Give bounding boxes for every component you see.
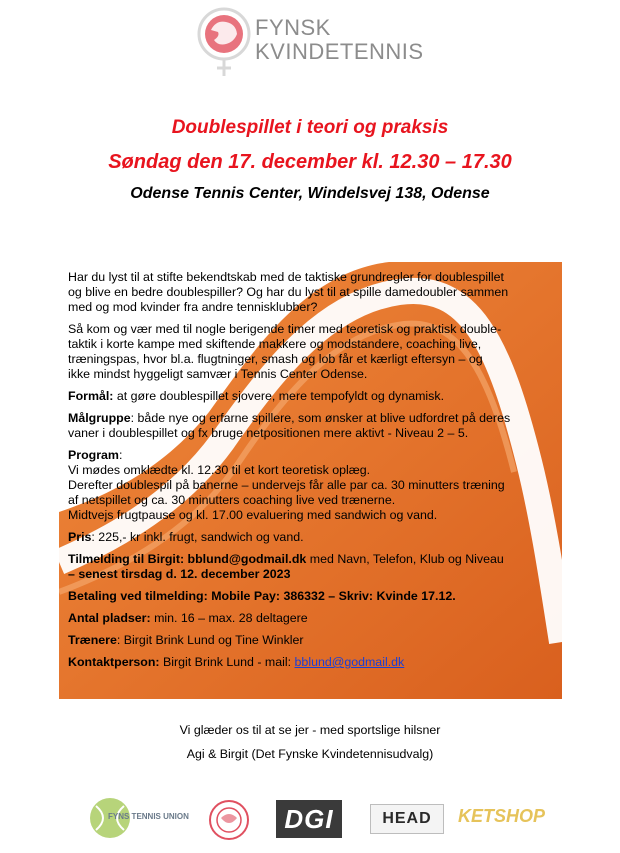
event-description bbox=[68, 270, 556, 677]
pris-label: Pris bbox=[68, 530, 92, 544]
formaal-label: Formål: bbox=[68, 389, 114, 403]
greeting-text: Vi glæder os til at se jer - med sportslige hilsner bbox=[179, 723, 441, 737]
pladser-section bbox=[68, 611, 556, 626]
program-line: Derefter doublespil på banerne – undervejs får alle par ca. 30 minutters træning bbox=[68, 478, 505, 492]
female-tennis-ball-icon bbox=[196, 6, 256, 78]
traenere-text: : Birgit Brink Lund og Tine Winkler bbox=[116, 633, 304, 647]
ketshop-logo bbox=[458, 806, 550, 836]
betaling-section bbox=[68, 589, 556, 604]
intro1-line: med og mod kvinder fra andre tennisklubber? bbox=[68, 300, 318, 314]
program-label: Program bbox=[68, 448, 119, 462]
dgi-logo bbox=[276, 800, 342, 838]
fyns-tennis-union-text: FYNS TENNIS UNION bbox=[108, 812, 189, 821]
program-section bbox=[68, 448, 556, 523]
event-title: Doublespillet i teori og praksis bbox=[171, 117, 449, 138]
intro2-line: Så kom og vær med til nogle berigende timer med teoretisk og praktisk double- bbox=[68, 322, 502, 336]
kontakt-label: Kontaktperson: bbox=[68, 655, 160, 669]
head-logo bbox=[370, 804, 444, 834]
traenere-label: Trænere bbox=[68, 633, 117, 647]
betaling-text: Betaling ved tilmelding: Mobile Pay: 386332 – Skriv: Kvinde 17.12. bbox=[68, 589, 456, 603]
intro2-line: taktik i korte kampe med skiftende makkere og modstandere, coaching live, bbox=[68, 337, 482, 351]
logo-wordmark bbox=[255, 16, 424, 64]
logo-line-1: FYNSK bbox=[255, 15, 331, 40]
kontakt-section bbox=[68, 655, 556, 670]
program-line: Midtvejs frugtpause og kl. 17.00 evaluering med sandwich og vand. bbox=[68, 508, 438, 522]
formaal-section bbox=[68, 389, 556, 404]
program-colon: : bbox=[118, 448, 123, 462]
pris-text: : 225,- kr inkl. frugt, sandwich og vand. bbox=[91, 530, 304, 544]
intro-paragraph-1 bbox=[68, 270, 556, 315]
sponsor-logos bbox=[0, 790, 620, 850]
ketshop-text: KETSHOP bbox=[458, 806, 546, 826]
event-date: Søndag den 17. december kl. 12.30 – 17.30 bbox=[108, 151, 512, 173]
tilmelding-text: med Navn, Telefon, Klub og Niveau bbox=[306, 552, 504, 566]
pris-section bbox=[68, 530, 556, 545]
logo-line-2: KVINDETENNIS bbox=[255, 39, 424, 64]
intro2-line: ikke mindst hyggeligt samvær i Tennis Center Odense. bbox=[68, 367, 368, 381]
traenere-section bbox=[68, 633, 556, 648]
club-seal-logo bbox=[207, 798, 251, 842]
program-line: Vi mødes omklædte kl. 12.30 til et kort teoretisk oplæg. bbox=[68, 463, 371, 477]
program-line: af netspillet og ca. 30 minutters coaching live ved trænerne. bbox=[68, 493, 396, 507]
tilmelding-label: Tilmelding til Birgit: bblund@godmail.dk bbox=[68, 552, 307, 566]
tilmelding-deadline: – senest tirsdag d. 12. december 2023 bbox=[68, 567, 291, 581]
pladser-label: Antal pladser: bbox=[68, 611, 151, 625]
formaal-text: at gøre doublespillet sjovere, mere tempofyldt og dynamisk. bbox=[113, 389, 445, 403]
tilmelding-section bbox=[68, 552, 556, 582]
head-text: HEAD bbox=[382, 810, 432, 827]
maalgruppe-section bbox=[68, 411, 556, 441]
maalgruppe-text: : både nye og erfarne spillere, som ønsker at blive udfordret på deres bbox=[130, 411, 511, 425]
dgi-text: DGI bbox=[284, 803, 334, 834]
pladser-text: min. 16 – max. 28 deltagere bbox=[150, 611, 308, 625]
intro2-line: træningspas, hvor bl.a. flugtninger, smash og lob får et kærligt eftersyn – og bbox=[68, 352, 483, 366]
intro1-line: Har du lyst til at stifte bekendtskab med de taktiske grundregler for doublespillet bbox=[68, 270, 504, 284]
fynsk-kvindetennis-logo bbox=[196, 6, 436, 78]
signature-text: Agi & Birgit (Det Fynske Kvindetennisudvalg) bbox=[186, 747, 434, 761]
intro-paragraph-2 bbox=[68, 322, 556, 382]
maalgruppe-label: Målgruppe bbox=[68, 411, 131, 425]
contact-email-link[interactable]: bblund@godmail.dk bbox=[294, 655, 405, 669]
kontakt-text: Birgit Brink Lund - mail: bbox=[159, 655, 295, 669]
fyns-tennis-union-logo bbox=[88, 796, 198, 840]
maalgruppe-text-2: vaner i doublespillet og fx bruge netpositionen mere aktivt - Niveau 2 – 5. bbox=[68, 426, 469, 440]
intro1-line: og blive en bedre doublespiller? Og har du lyst til at spille damedoubler sammen bbox=[68, 285, 509, 299]
event-venue: Odense Tennis Center, Windelsvej 138, Odense bbox=[130, 185, 490, 202]
